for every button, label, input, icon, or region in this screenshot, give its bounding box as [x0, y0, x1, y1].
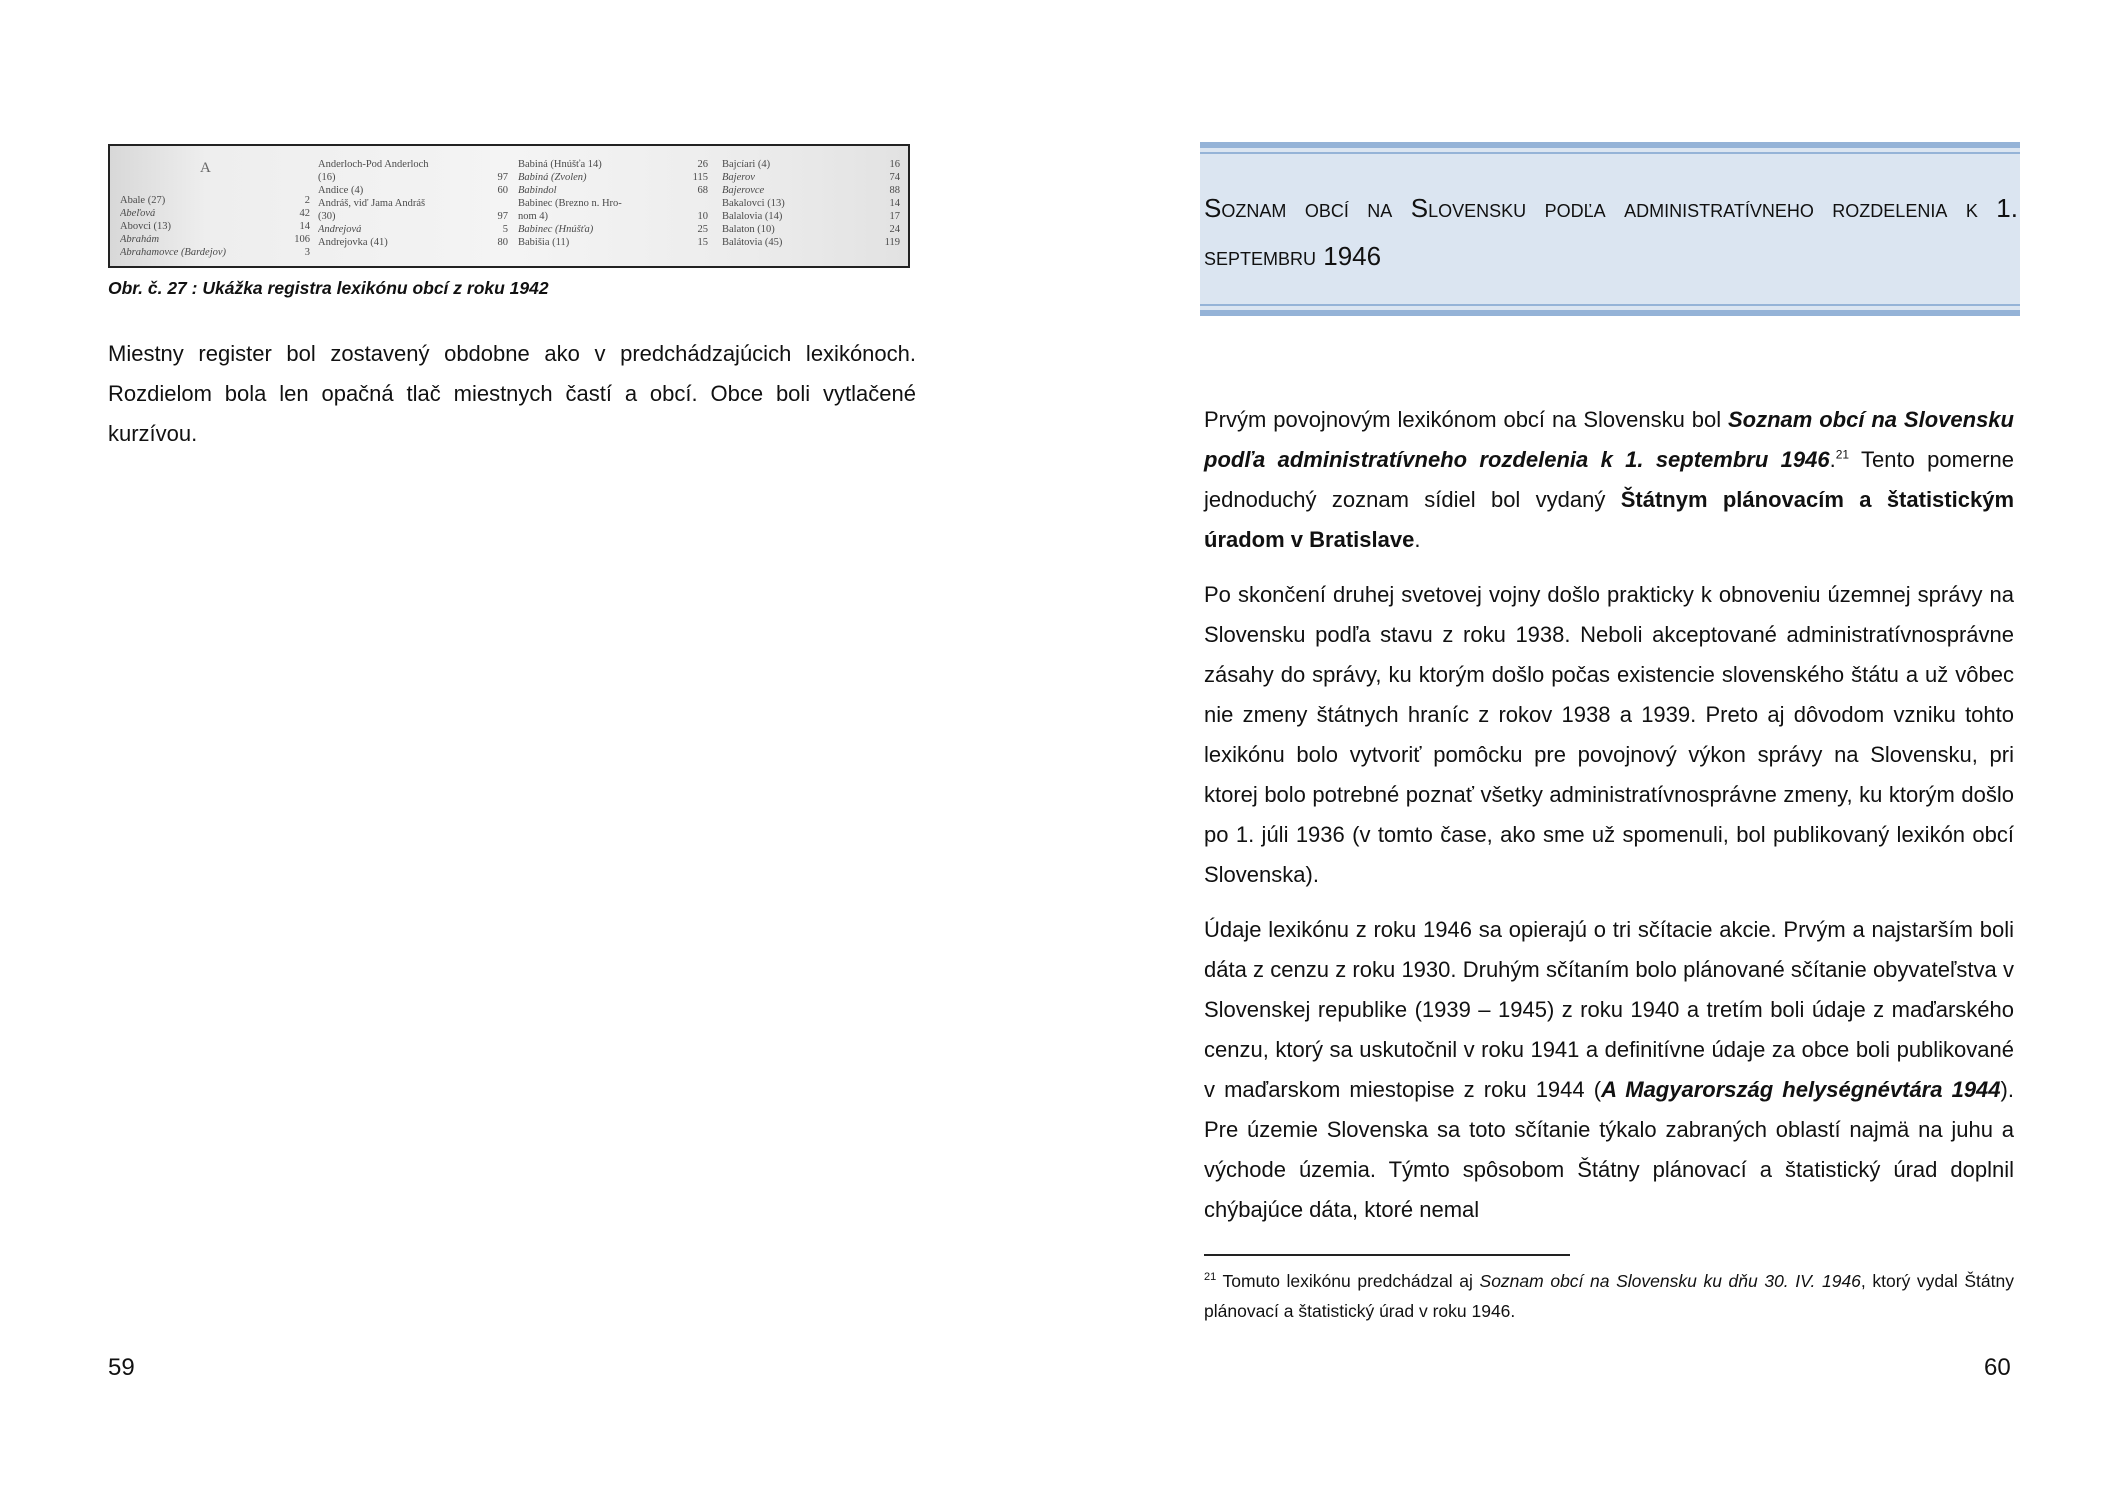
register-entry — [318, 210, 508, 223]
entry-name: Babinec (Hnúšťa) — [518, 224, 594, 235]
register-entry — [120, 246, 310, 259]
body-paragraph: Miestny register bol zostavený obdobne ako v predchádzajúcich lexikónoch. Rozdielom bola len opačná tlač miestnych častí a obcí. Obce boli vytlačené kurzívou. — [108, 341, 916, 446]
entry-name: Balalovia (14) — [722, 211, 783, 222]
entry-name: Babinec (Brezno n. Hro- — [518, 198, 622, 209]
entry-name: Andice (4) — [318, 185, 364, 196]
text-run: ). Pre územie Slovenska sa toto sčítanie týkalo zabraných oblastí najmä na juhu a východe územia. Týmto spôsobom Štátny plánovací a štatistický úrad doplnil chýbajúce dáta, ktoré nemal — [1204, 1077, 2014, 1222]
entry-number: 74 — [889, 172, 900, 183]
figure-column — [518, 158, 708, 249]
register-entry — [318, 158, 508, 171]
footnote-number: 21 — [1204, 1271, 1217, 1284]
entry-name: Balaton (10) — [722, 224, 775, 235]
register-entry — [120, 194, 310, 207]
register-entry — [722, 210, 900, 223]
section-heading-box — [1200, 142, 2020, 316]
register-sample-image — [108, 144, 910, 268]
entry-name: Babišia (11) — [518, 237, 570, 248]
body-paragraph — [1204, 400, 2014, 560]
figure-column — [722, 158, 900, 249]
entry-name: Babindol — [518, 185, 557, 196]
register-entry — [120, 207, 310, 220]
entry-name: Andrejovka (41) — [318, 237, 388, 248]
register-entry — [318, 184, 508, 197]
register-entry — [722, 184, 900, 197]
entry-number: 88 — [889, 185, 900, 196]
footnote — [1204, 1266, 2014, 1326]
entry-number: 68 — [697, 185, 708, 196]
entry-number — [704, 197, 708, 210]
entry-number: 15 — [697, 237, 708, 248]
footnote-reference[interactable]: 21 — [1835, 447, 1850, 462]
text-run: Tento pomerne jednoduchý zoznam sídiel bol vydaný — [1204, 447, 2014, 512]
text-run: . — [1414, 527, 1421, 552]
entry-number: 115 — [692, 172, 708, 183]
entry-number: 2 — [304, 195, 310, 206]
entry-name: Abrahamovce (Bardejov) — [120, 247, 227, 258]
body-paragraph: Po skončení druhej svetovej vojny došlo prakticky k obnoveniu územnej správy na Slovensku podľa stavu z roku 1938. Neboli akceptované administratívnosprávne zásahy do správy, ku ktorým došlo počas existencie slovenského štátu a už vôbec nie zmeny štátnych hraníc z rokov 1938 a 1939. Preto aj dôvodom vzniku tohto lexikónu bolo vytvoriť pomôcku pre povojnový výkon správy na Slovensku, pri ktorej bolo potrebné poznať všetky administratívnosprávne zmeny, ku ktorým došlo po 1. júli 1936 (v tomto čase, ako sme už spomenuli, bol publikovaný lexikón obcí Slovenska). — [1204, 582, 2014, 887]
entry-number: 17 — [889, 211, 900, 222]
register-entry — [518, 236, 708, 249]
entry-number: 106 — [294, 234, 310, 245]
entry-number: 80 — [497, 237, 508, 248]
register-entry — [518, 184, 708, 197]
entry-name: Bajerov — [722, 172, 755, 183]
entry-number: 5 — [502, 224, 508, 235]
body-paragraph — [1204, 910, 2014, 1230]
register-entry — [722, 236, 900, 249]
text-run: Údaje lexikónu z roku 1946 sa opierajú o tri sčítacie akcie. Prvým a najstarším boli dáta z cenzu z roku 1930. Druhým sčítaním bolo plánované sčítanie obyvateľstva v Slovenskej republike (1939 – 1945) z roku 1940 a tretím boli údaje z maďarského cenzu, ktorý sa uskutočnil v roku 1941 a definitívne údaje za obce boli publikované v maďarskom miestopise z roku 1944 ( — [1204, 917, 2014, 1102]
entry-number: 97 — [497, 172, 508, 183]
entry-number: 60 — [497, 185, 508, 196]
entry-number: 119 — [884, 237, 900, 248]
register-entry — [318, 236, 508, 249]
entry-name: Bajcíari (4) — [722, 159, 771, 170]
entry-number: 24 — [889, 224, 900, 235]
entry-name: Balátovia (45) — [722, 237, 783, 248]
register-entry — [722, 223, 900, 236]
text-run: . — [1829, 447, 1836, 472]
lexicon-title: Soznam obcí na Slovensku podľa administratívneho rozdelenia k 1. septembru 1946 — [1204, 407, 2014, 472]
register-entry — [722, 158, 900, 171]
entry-name: Babiná (Zvolen) — [518, 172, 587, 183]
entry-name: Bajerovce — [722, 185, 765, 196]
text-run: , ktorý vydal Štátny plánovací a štatistický úrad v roku 1946. — [1204, 1271, 2014, 1321]
section-heading-text: Soznam obcí na Slovensku podľa administratívneho rozdelenia k 1. septembru 1946 — [1204, 193, 2018, 271]
register-entry — [722, 197, 900, 210]
footnote-cited-title: Soznam obcí na Slovensku ku dňu 30. IV. 1946 — [1479, 1271, 1861, 1291]
entry-number: 10 — [697, 211, 708, 222]
register-entry — [120, 220, 310, 233]
entry-number: 16 — [889, 159, 900, 170]
figure-caption: Obr. č. 27 : Ukážka registra lexikónu obcí z roku 1942 — [108, 278, 549, 298]
entry-name: Abeľová — [120, 208, 156, 219]
register-entry — [518, 171, 708, 184]
figure-column — [120, 194, 310, 259]
entry-name: (16) — [318, 172, 336, 183]
footnote-divider — [1204, 1254, 1570, 1256]
figure-section-letter: A — [200, 160, 211, 176]
hungarian-gazetteer-title: A Magyarország helységnévtára 1944 — [1601, 1077, 2001, 1102]
entry-name: Anderloch-Pod Anderloch — [318, 159, 429, 170]
entry-name: nom 4) — [518, 211, 549, 222]
body-text — [1204, 400, 2014, 1230]
entry-name: Andráš, viď Jama Andráš — [318, 198, 426, 209]
page-number: 59 — [108, 1354, 135, 1381]
entry-name: Andrejová — [318, 224, 362, 235]
entry-name: Abovci (13) — [120, 221, 172, 232]
register-entry — [318, 171, 508, 184]
text-run: Prvým povojnovým lexikónom obcí na Slovensku bol — [1204, 407, 1728, 432]
entry-number: 14 — [299, 221, 310, 232]
entry-number: 25 — [697, 224, 708, 235]
page-number: 60 — [1984, 1354, 2011, 1381]
publisher-name: Štátnym plánovacím a štatistickým úradom v Bratislave — [1204, 487, 2014, 552]
entry-number: 14 — [889, 198, 900, 209]
register-entry — [518, 158, 708, 171]
entry-number: 97 — [497, 211, 508, 222]
register-entry — [518, 210, 708, 223]
figure-column — [318, 158, 508, 249]
entry-number: 3 — [304, 247, 310, 258]
entry-name: Babiná (Hnúšťa 14) — [518, 159, 602, 170]
register-entry — [120, 233, 310, 246]
entry-name: Bakalovci (13) — [722, 198, 785, 209]
register-entry — [318, 197, 508, 210]
entry-number: 42 — [299, 208, 310, 219]
section-heading — [1204, 184, 2018, 280]
entry-name: (30) — [318, 211, 336, 222]
register-entry — [722, 171, 900, 184]
entry-number — [504, 197, 508, 210]
entry-name: Abrahám — [120, 234, 160, 245]
register-entry — [518, 223, 708, 236]
register-entry — [518, 197, 708, 210]
entry-name: Abale (27) — [120, 195, 166, 206]
register-entry — [318, 223, 508, 236]
entry-number: 26 — [697, 159, 708, 170]
entry-number — [504, 158, 508, 171]
text-run: Tomuto lexikónu predchádzal aj — [1216, 1271, 1480, 1291]
